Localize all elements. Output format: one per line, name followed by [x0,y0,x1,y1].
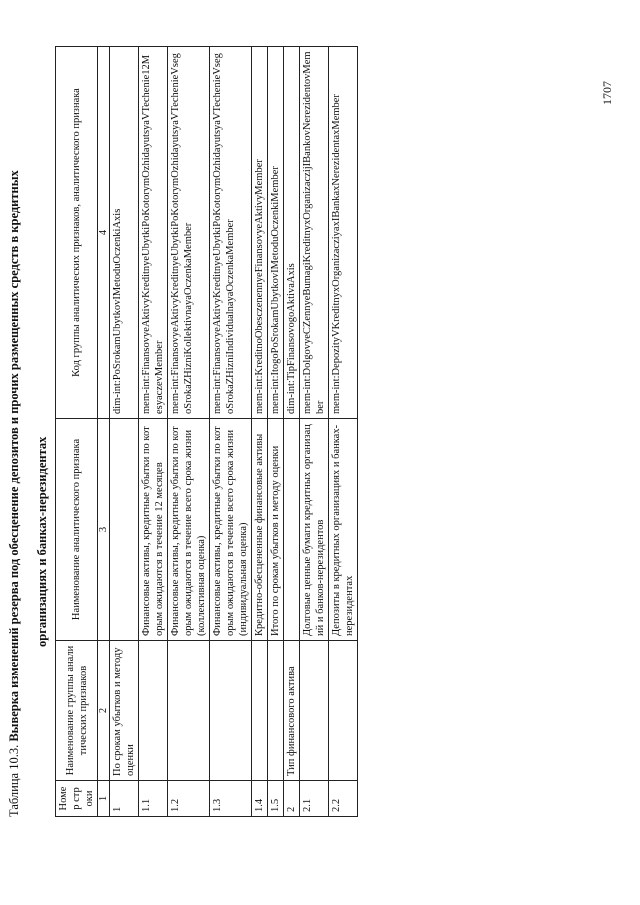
cell-num: 2.1 [300,781,329,817]
cell-name: Итого по срокам убытков и методу оценки [268,419,284,641]
table-row [300,47,329,817]
cell-code: mem-int:DepozityVKreditnyxOrganizacziyaxIBankaxNerezidentaxMember [329,47,358,419]
cell-num: 1.5 [268,781,284,817]
caption-title-line1: Выверка изменений резерва под обесценение депозитов и прочих размещенных средств в кредитных [7,170,21,742]
header-row [56,47,98,817]
table-row [210,47,252,817]
cell-num: 2 [284,781,300,817]
caption-prefix: Таблица 10.3. [7,744,21,817]
column-number-row [98,47,110,817]
header-cell: Код группы аналитических признаков, аналитического признака [56,47,98,419]
cell-group [168,641,210,781]
table-row [139,47,168,817]
cell-code: mem-int:DolgovyeCZennyeBumagiKreditnyxOrganizaczijIBankovNerezidentovMember [300,47,329,419]
cell-num: 1 [110,781,139,817]
cell-code: dim-int:TipFinansovogoAktivaAxis [284,47,300,419]
cell-group [300,641,329,781]
cell-name: Финансовые активы, кредитные убытки по которым ожидаются в течение всего срока жизни (индивидуальная оценка) [210,419,252,641]
cell-name: Финансовые активы, кредитные убытки по которым ожидаются в течение всего срока жизни (коллективная оценка) [168,419,210,641]
cell-group [139,641,168,781]
cell-group [210,641,252,781]
column-number: 1 [98,781,110,817]
cell-code: mem-int:KreditnoObesczenennyeFinansovyeAktivyMember [252,47,268,419]
table-row [284,47,300,817]
cell-group [329,641,358,781]
page-number: 1707 [600,81,614,105]
cell-name: Финансовые активы, кредитные убытки по которым ожидаются в течение 12 месяцев [139,419,168,641]
cell-group [252,641,268,781]
cell-code: mem-int:FinansovyeAktivyKreditnyeUbytkiPoKotorymOzhidayutsyaVTechenieVsegoSrokaZHizniIndividualnayaOczenkaMember [210,47,252,419]
cell-group: По срокам убытков и методу оценки [110,641,139,781]
cell-num: 1.2 [168,781,210,817]
table-row [110,47,139,817]
header-cell: Номер строки [56,781,98,817]
cell-num: 1.1 [139,781,168,817]
cell-num: 2.2 [329,781,358,817]
header-cell: Наименование аналитического признака [56,419,98,641]
cell-code: mem-int:FinansovyeAktivyKreditnyeUbytkiPoKotorymOzhidayutsyaVTechenieVsegoSrokaZHizniKollektivnayaOczenkaMember [168,47,210,419]
cell-name [284,419,300,641]
column-number: 4 [98,47,110,419]
table-row [252,47,268,817]
cell-code: dim-int:PoSrokamUbytkovIMetoduOczenkiAxis [110,47,139,419]
cell-name: Долговые ценные бумаги кредитных организаций и банков-нерезидентов [300,419,329,641]
xbrl-table [55,46,358,817]
column-number: 3 [98,419,110,641]
cell-code: mem-int:ItogoPoSrokamUbytkovIMetoduOczenkiMember [268,47,284,419]
column-number: 2 [98,641,110,781]
cell-name: Кредитно-обесцененные финансовые активы [252,419,268,641]
caption-title-line2: организациях и банках-нерезидентах [35,436,49,647]
cell-group: Тип финансового актива [284,641,300,781]
cell-name: Депозиты в кредитных организациях и банках-нерезидентах [329,419,358,641]
cell-name [110,419,139,641]
cell-num: 1.4 [252,781,268,817]
table-body [110,47,358,817]
cell-group [268,641,284,781]
table-row [329,47,358,817]
table-caption [0,97,56,817]
cell-code: mem-int:FinansovyeAktivyKreditnyeUbytkiPoKotorymOzhidayutsyaVTechenie12MesyaczevMember [139,47,168,419]
cell-num: 1.3 [210,781,252,817]
header-cell: Наименование группы аналитических признаков [56,641,98,781]
table-row [268,47,284,817]
table-row [168,47,210,817]
